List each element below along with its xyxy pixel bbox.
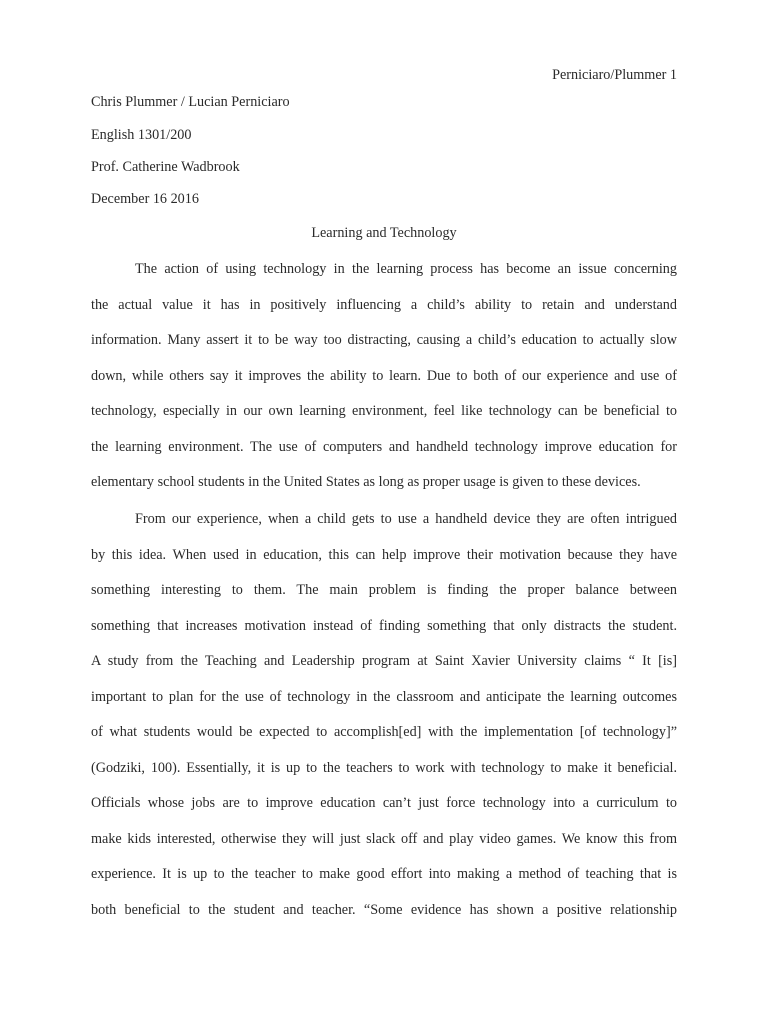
paragraph-line: The action of using technology in the learning process has become an issue concerning: [135, 261, 677, 277]
course-name: English 1301/200: [91, 127, 192, 143]
paragraph-line: both beneficial to the student and teacher. “Some evidence has shown a positive relationship: [91, 901, 677, 918]
paragraph-line: something that increases motivation instead of finding something that only distracts the student.: [91, 617, 677, 634]
document-date: December 16 2016: [91, 191, 199, 207]
running-head: Perniciaro/Plummer 1: [552, 67, 677, 83]
paragraph-line: the actual value it has in positively influencing a child’s ability to retain and understand: [91, 296, 677, 313]
paragraph-line: make kids interested, otherwise they will just slack off and play video games. We know this from: [91, 830, 677, 847]
paragraph-line: elementary school students in the United States as long as proper usage is given to these devices.: [91, 474, 641, 490]
paragraph-line: by this idea. When used in education, this can help improve their motivation because they have: [91, 546, 677, 563]
paragraph-line: Officials whose jobs are to improve education can’t just force technology into a curriculum to: [91, 795, 677, 811]
paragraph-line: down, while others say it improves the ability to learn. Due to both of our experience and use of: [91, 367, 677, 384]
paragraph-line: A study from the Teaching and Leadership program at Saint Xavier University claims “ It [is]: [91, 653, 677, 669]
paragraph-line: something interesting to them. The main problem is finding the proper balance between: [91, 582, 677, 598]
paragraph-line: From our experience, when a child gets to use a handheld device they are often intrigued: [135, 511, 677, 527]
paragraph-line: experience. It is up to the teacher to make good effort into making a method of teaching that is: [91, 866, 677, 882]
instructor-name: Prof. Catherine Wadbrook: [91, 159, 240, 175]
paragraph-line: of what students would be expected to accomplish[ed] with the implementation [of technology]”: [91, 724, 677, 740]
paragraph-line: (Godziki, 100). Essentially, it is up to the teachers to work with technology to make it beneficial.: [91, 759, 677, 776]
paragraph-line: technology, especially in our own learning environment, feel like technology can be beneficial to: [91, 403, 677, 419]
author-names: Chris Plummer / Lucian Perniciaro: [91, 94, 290, 110]
document-title: Learning and Technology: [311, 225, 457, 241]
paragraph-line: the learning environment. The use of computers and handheld technology improve education for: [91, 438, 677, 455]
paragraph-line: important to plan for the use of technology in the classroom and anticipate the learning outcomes: [91, 688, 677, 705]
paragraph-line: information. Many assert it to be way too distracting, causing a child’s education to actually slow: [91, 332, 677, 348]
